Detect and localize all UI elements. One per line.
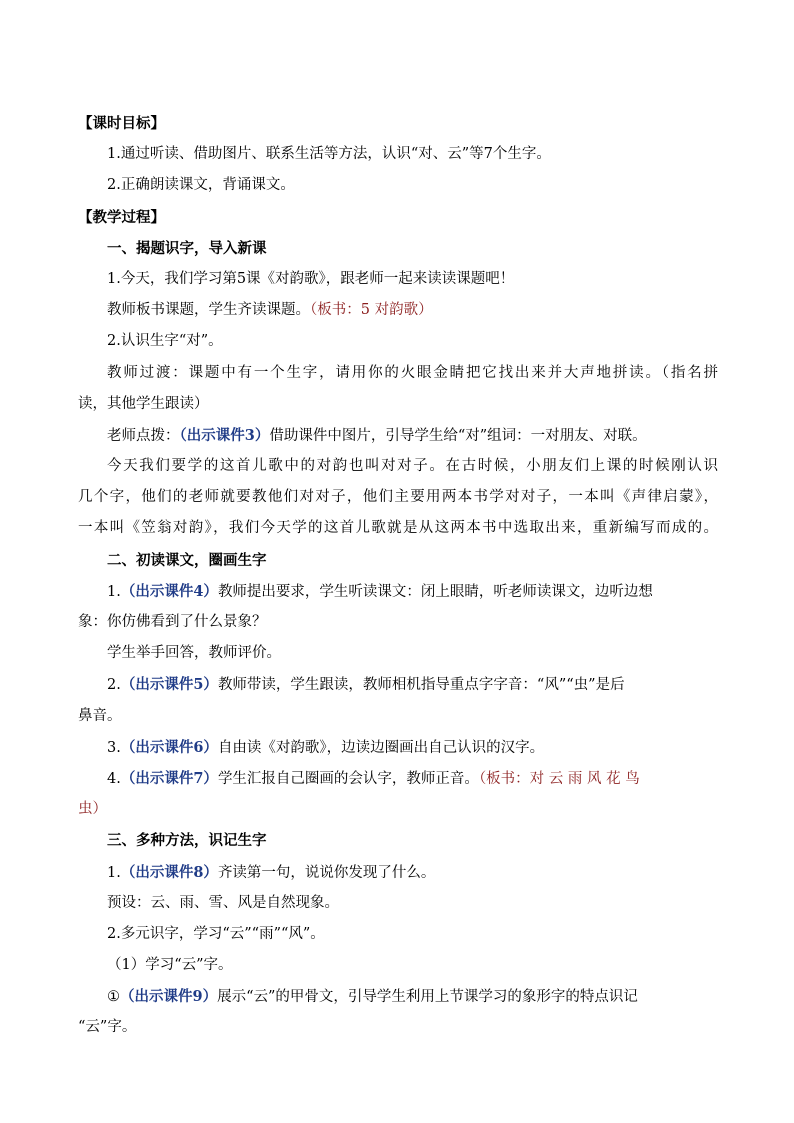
item-number: 1. [107,864,121,881]
goal-item-1: 1.通过听读、借助图片、联系生活等方法，认识“对、云”等7个生字。 [107,146,551,163]
goals-heading: 【课时目标】 [78,115,165,132]
section-3-circled-1-line-2: “云”字。 [78,1019,137,1036]
section-1-para-3: 2.认识生字“对”。 [107,333,223,350]
courseware-tag: （出示课件7） [120,769,218,787]
section-2-title: 二、初读课文，圈画生字 [107,551,267,569]
lesson-plan-page [78,108,718,1044]
para-text: 展示“云”的甲骨文，引导学生利用上节课学习的象形字的特点识记 [217,989,638,1006]
section-3-item-1 [78,857,718,888]
section-3-preset: 预设：云、雨、雪、风是自然现象。 [107,894,339,911]
para-text: 教师提出要求，学生听读课文：闭上眼睛，听老师读课文，边听边想 [217,583,653,600]
courseware-tag: （出示课件5） [120,676,218,694]
board-note: （板书：对 云 雨 风 花 鸟 [478,770,640,787]
para-text: 老师点拨： [107,427,180,444]
section-3-item-2: 2.多元识字，学习“云”“雨”“风”。 [107,925,325,942]
section-2-item-4-line-1 [78,763,718,794]
circled-number: ① [107,989,120,1006]
item-number: 4. [107,770,121,787]
goal-item-2: 2.正确朗读课文，背诵课文。 [107,177,295,194]
para-text: 自由读《对韵歌》，边读边圈画出自己认识的汉字。 [217,739,545,756]
section-1-para-6-line-2: 几个字，他们的老师就要教他们对对子，他们主要用两本书学对对子，一本叫《声律启蒙》， [78,489,718,506]
section-3-title: 三、多种方法，识记生字 [107,832,267,850]
section-1-para-6-line-1: 今天我们要学的这首儿歌中的对韵也叫对对子。在古时候，小朋友们上课的时候刚认识 [107,458,718,475]
section-1-para-5 [78,420,718,451]
section-2-item-3 [78,732,718,763]
section-3-circled-1-line-1 [78,981,718,1012]
section-2-item-2-line-1 [78,669,718,700]
courseware-tag: （出示课件4） [120,582,218,600]
process-heading: 【教学过程】 [78,208,165,226]
section-3-sub-1: （1）学习“云”字。 [107,957,233,974]
section-1-para-4-line-2: 读，其他学生跟读） [78,395,209,412]
section-2-item-1-line-2: 象：你仿佛看到了什么景象？ [78,614,267,630]
section-2-item-4-line-2: 虫） [78,801,107,818]
courseware-tag: （出示课件8） [120,863,218,881]
section-1-para-6-line-3: 一本叫《笠翁对韵》，我们今天学的这首儿歌就是从这两本书中选取出来，重新编写而成的。 [78,520,718,537]
item-number: 1. [107,583,121,600]
para-text: 借助课件中图片，引导学生给“对”组词：一对朋友、对联。 [269,427,647,444]
para-text: 学生汇报自己圈画的会认字，教师正音。 [217,770,479,787]
para-text: 教师板书课题，学生齐读课题。 [107,302,310,319]
para-text: 齐读第一句，说说你发现了什么。 [217,864,436,881]
courseware-tag: （出示课件6） [120,738,218,756]
item-number: 2. [107,677,121,694]
section-2-item-2-line-2: 鼻音。 [78,707,122,724]
para-text: 教师带读，学生跟读，教师相机指导重点字字音：“风”“虫”是后 [217,677,625,694]
section-1-para-1: 1.今天，我们学习第5课《对韵歌》，跟老师一起来读读课题吧！ [107,270,515,287]
courseware-tag: （出示课件3） [179,426,270,444]
board-note: （板书：5 对韵歌） [310,302,433,319]
section-1-para-2 [78,295,718,326]
section-1-para-4-line-1: 教师过渡：课题中有一个生字，请用你的火眼金睛把它找出来并大声地拼读。（指名拼 [107,364,718,381]
section-2-item-1-sub: 学生举手回答，教师评价。 [107,645,281,662]
item-number: 3. [107,739,121,756]
section-2-item-1-line-1 [78,576,718,607]
courseware-tag: （出示课件9） [120,988,218,1006]
section-1-title: 一、揭题识字，导入新课 [107,239,267,257]
